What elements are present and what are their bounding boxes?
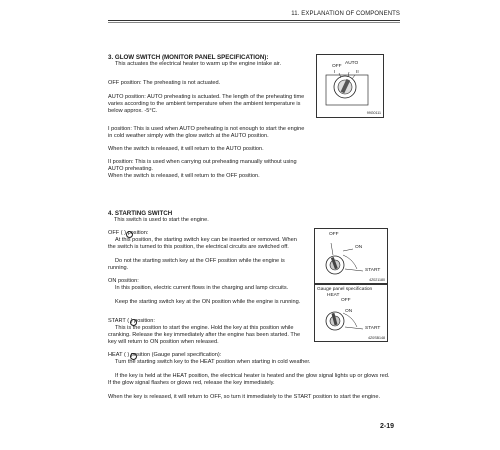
glow-i-text: I position: This is used when AUTO preheating is not enough to start the engine in cold weather simply with the glow switch at the AUTO position. (108, 126, 305, 139)
off-heading-text: OFF ( ) position: (108, 230, 149, 236)
header-rule-thin (108, 22, 400, 23)
off-position-heading (108, 230, 308, 237)
starting-switch-title: 4. STARTING SWITCH (108, 210, 173, 217)
gauge-fig-start-label: START (365, 326, 381, 331)
start-position-heading: START ( ) position: (108, 318, 155, 324)
on-position-heading: ON position: (108, 278, 139, 284)
starting-intro: This switch is used to start the engine. (114, 217, 209, 223)
gauge-fig-heat-label: HEAT (327, 293, 340, 298)
glow-fig-auto-label: AUTO (345, 61, 359, 66)
on-position-text: In this position, electric current flows in the charging and lamp circuits. (115, 285, 289, 291)
glow-fig-off-label: OFF (332, 64, 342, 69)
glow-off-text: OFF position: The preheating is not actuated. (108, 80, 221, 86)
start-position-text: This is the position to start the engine. Hold the key at this position while cranking. Release the key immediately after the engine has been started. The key will return to ON position when released. (108, 325, 301, 345)
starting-switch-drawing (315, 229, 387, 283)
gauge-fig-code: 4Z0SB148 (368, 336, 385, 340)
gauge-fig-on-label: ON (345, 309, 353, 314)
gauge-fig-off-label: OFF (341, 298, 351, 303)
glow-i-return: When the switch is released, it will return to the AUTO position. (108, 146, 264, 152)
start-fig-on-label: ON (355, 245, 363, 250)
off-position-warning: Do not the starting switch key at the OFF position while the engine is running. (108, 258, 285, 271)
on-position-keep: Keep the starting switch key at the ON position while the engine is running. (115, 299, 301, 305)
start-fig-start-label: START (365, 268, 381, 273)
glow-intro: This actuates the electrical heater to warm up the engine intake air. (115, 61, 282, 67)
glow-fig-i-label: I (334, 70, 336, 75)
gauge-fig-caption: Gauge panel specification (317, 287, 373, 292)
heat-position-release: When the key is released, it will return to OFF, so turn it immediately to the START position to start the engine. (108, 394, 381, 400)
glow-auto-text: AUTO position: AUTO preheating is actuated. The length of the preheating time varies according to the ambient temperature when the ambient temperature is below approx. -5°C. (108, 94, 305, 114)
starting-switch-figure (314, 228, 388, 284)
glow-fig-code: 99G0111 (366, 111, 381, 115)
glow-switch-figure (316, 54, 384, 118)
starting-switch-gauge-figure (314, 284, 388, 342)
glow-ii-return: When the switch is released, it will return to the OFF position. (108, 173, 260, 179)
off-position-text: At this position, the starting switch key can be inserted or removed. When the switch is turned to this position, the electrical circuits are switched off. (108, 237, 297, 250)
page-number: 2-19 (379, 423, 394, 430)
start-fig-off-label: OFF (329, 232, 339, 237)
start-fig-code: 4Z021180 (369, 278, 385, 282)
glow-ii-text: II position: This is used when carrying out preheating manually without using AUTO preheating. (108, 159, 297, 172)
heat-position-heading: HEAT ( ) position (Gauge panel specification): (108, 352, 222, 358)
glow-switch-title: 3. GLOW SWITCH (MONITOR PANEL SPECIFICATION): (108, 54, 269, 61)
chapter-header: 11. EXPLANATION OF COMPONENTS (291, 11, 400, 17)
heat-position-text: Turn the starting switch key to the HEAT position when starting in cold weather. (115, 359, 311, 365)
glow-fig-ii-label: II (356, 70, 359, 75)
heat-position-glow: If the key is held at the HEAT position, the electrical heater is heated and the glow signal lights up or glows red. If the glow signal flashes or glows red, release the key immediately. (108, 373, 390, 386)
header-rule (108, 20, 400, 21)
